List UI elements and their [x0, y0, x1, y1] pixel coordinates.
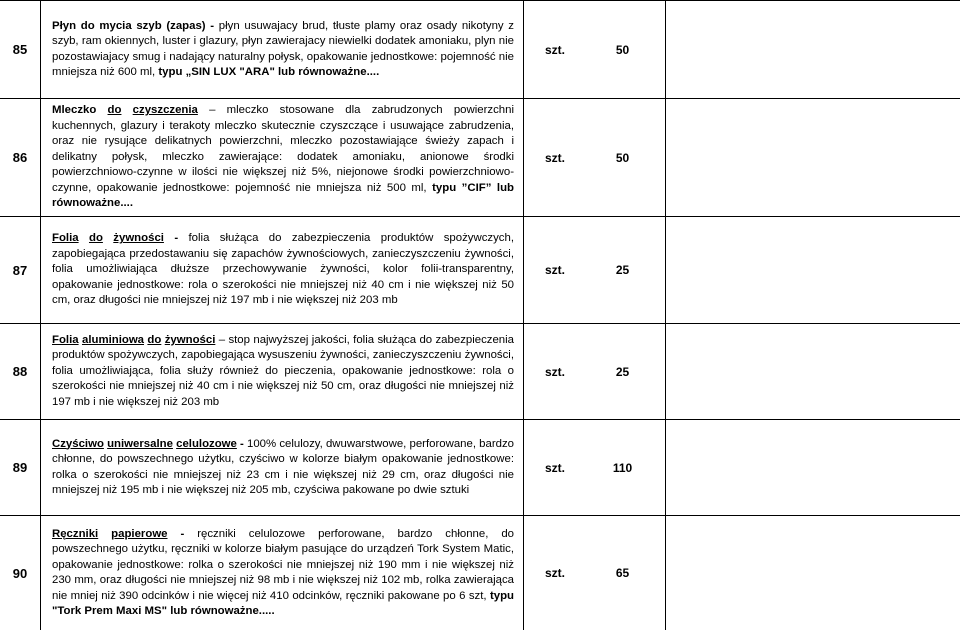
- item-number: 85: [12, 42, 28, 57]
- description-segment: ręczniki celulozowe perforowane, bardzo chłonne, do powszechnego użytku, ręczniki w kolorze białym pasujące do urządzeń Tork System Matic, opakowanie jednostkowe: rolka o szerokości nie mniejszej niż 190 mm i nie większej niż 230 mm, oraz długości nie mniejszej niż 98 mb i nie większej niż 102 mb, rolka zawierająca nie mniej niż 390 odcinków i nie więcej niż 410 odcinków, ręczniki pakowane po 6 szt,: [52, 527, 514, 602]
- item-unit: szt.: [544, 42, 565, 57]
- table-row: [0, 420, 960, 516]
- item-description: [52, 99, 514, 216]
- description-text: [52, 231, 514, 309]
- item-quantity: 50: [615, 150, 630, 165]
- description-segment: -: [163, 232, 189, 245]
- column-divider: [665, 516, 666, 630]
- description-segment: Ręczniki: [52, 527, 99, 540]
- description-text: [52, 103, 514, 212]
- description-segment: żywności: [113, 232, 164, 245]
- item-description: [52, 420, 514, 515]
- item-number: 87: [12, 262, 28, 278]
- column-divider: [523, 217, 524, 323]
- description-segment: [98, 528, 111, 540]
- description-segment: – stop najwyższej jakości, folia służąca do zabezpieczenia produktów spożywczych, zapobiegająca wysuszeniu żywności, zanieczyszczeniu żywności, folia umożliwiająca, folia służy również do pieczenia, opakowanie jednostkowe: rola o szerokości nie mniejszej niż 40 cm i nie większej niż 50 cm, oraz długości nie mniejszej niż 197 mb i nie większej niż 203 mb: [52, 333, 515, 408]
- item-description: [52, 217, 514, 323]
- description-segment: – mleczko stosowane dla zabrudzonych powierzchni kuchennych, glazury i terakoty mleczko skutecznie czyszczące i usuwające zabrudzenia, oraz nie rysujące delikatnych powierzchni, mleczko pozostawiające świeży zapach i delikatny połysk, mleczko zawierające: dodatek amoniaku, anionowe środki powierzchniowo-czynne w ilości nie większej niż 5%, niejonowe środki powierzchniowo-czynne, opakowanie jednostkowe: pojemność nie mniejsza niż 500 ml,: [52, 104, 514, 194]
- item-number: 89: [12, 460, 28, 475]
- item-unit: szt.: [544, 150, 565, 165]
- description-text: [52, 437, 514, 499]
- description-segment: uniwersalne: [107, 437, 173, 450]
- description-segment: typu „SIN LUX "ARA" lub równoważne....: [158, 66, 380, 78]
- description-segment: typu ”CIF” lub równoważne....: [52, 181, 514, 210]
- item-description: [52, 516, 514, 630]
- description-text: [52, 19, 514, 81]
- item-quantity: 65: [615, 566, 630, 580]
- column-divider: [665, 217, 666, 323]
- description-text: [52, 527, 514, 620]
- column-divider: [523, 1, 524, 98]
- item-description: [52, 1, 514, 98]
- column-divider: [40, 217, 41, 323]
- description-segment: żywności: [164, 333, 216, 346]
- table-row: [0, 99, 960, 217]
- item-number: 88: [12, 364, 28, 379]
- column-divider: [523, 420, 524, 515]
- item-unit: szt.: [544, 566, 565, 580]
- description-segment: do: [88, 232, 103, 245]
- table-row: [0, 0, 960, 99]
- item-unit: szt.: [544, 460, 565, 475]
- column-divider: [40, 420, 41, 515]
- description-segment: 100% celulozy, dwuwarstwowe, perforowane, bardzo chłonne, do powszechnego użytku, czyściwo w kolorze białym opakowanie jednostkowe: rolka o szerokości nie mniejszej niż 23 cm i nie większej niż 29 cm, oraz długości nie mniejszej niż 195 mb i nie większej niż 205 mb, czyściwa pakowane po dwie sztuki: [52, 437, 514, 496]
- item-number: 86: [12, 150, 28, 165]
- description-segment: folia służąca do zabezpieczenia produktów spożywczych, zapobiegająca przedostawaniu się zapachów żywnościowych, zanieczyszczeniu żywności, folia umożliwiająca dłuższe przechowywanie żywności, kolor folii-transparentny, opakowanie jednostkowe: rola o szerokości nie mniejszej niż 40 cm i nie większej niż 50 cm, oraz długości nie mniejszej niż 197 mb i nie większej niż 203 mb: [52, 232, 514, 307]
- description-segment: papierowe: [111, 527, 168, 540]
- column-divider: [665, 420, 666, 515]
- item-quantity: 110: [612, 460, 633, 475]
- table-row: [0, 324, 960, 420]
- description-segment: [79, 232, 89, 244]
- description-segment: -: [167, 527, 198, 540]
- description-segment: Mleczko: [52, 104, 97, 117]
- column-divider: [40, 99, 41, 216]
- description-segment: [96, 104, 107, 116]
- description-segment: do: [147, 333, 162, 346]
- item-unit: szt.: [544, 364, 565, 379]
- column-divider: [40, 516, 41, 630]
- column-divider: [523, 99, 524, 216]
- description-segment: Folia: [52, 232, 79, 245]
- item-description: [52, 324, 514, 419]
- description-text: [52, 333, 514, 411]
- description-segment: Folia: [52, 333, 79, 346]
- item-quantity: 25: [615, 364, 630, 379]
- description-segment: aluminiowa: [81, 333, 145, 346]
- description-segment: Płyn do mycia szyb (zapas) -: [52, 19, 219, 32]
- description-segment: celulozowe: [176, 437, 237, 450]
- column-divider: [40, 324, 41, 419]
- description-segment: typu "Tork Prem Maxi MS" lub równoważne.....: [52, 589, 514, 617]
- table-row: [0, 217, 960, 324]
- description-segment: płyn usuwajacy brud, tłuste plamy oraz osady nikotyny z szyb, ram okiennych, luster i glazury, płyn zawierajacy niewielki dodatek amoniaku, plyn nie pozostawiajacy smug i nadający naturalny połysk, opakowanie jednostkowe: pojemność nie mniejsza niż 600 ml,: [52, 19, 514, 78]
- description-segment: [103, 232, 113, 244]
- column-divider: [665, 1, 666, 98]
- column-divider: [40, 1, 41, 98]
- item-quantity: 50: [615, 42, 630, 57]
- table-row: [0, 516, 960, 630]
- description-segment: Czyściwo: [52, 437, 104, 450]
- column-divider: [665, 324, 666, 419]
- column-divider: [523, 516, 524, 630]
- description-segment: -: [236, 437, 248, 450]
- item-number: 90: [12, 565, 28, 581]
- column-divider: [665, 99, 666, 216]
- column-divider: [523, 324, 524, 419]
- item-unit: szt.: [544, 263, 565, 277]
- description-segment: [121, 104, 132, 116]
- item-quantity: 25: [615, 263, 630, 277]
- description-segment: czyszczenia: [132, 104, 198, 117]
- description-segment: do: [107, 104, 122, 117]
